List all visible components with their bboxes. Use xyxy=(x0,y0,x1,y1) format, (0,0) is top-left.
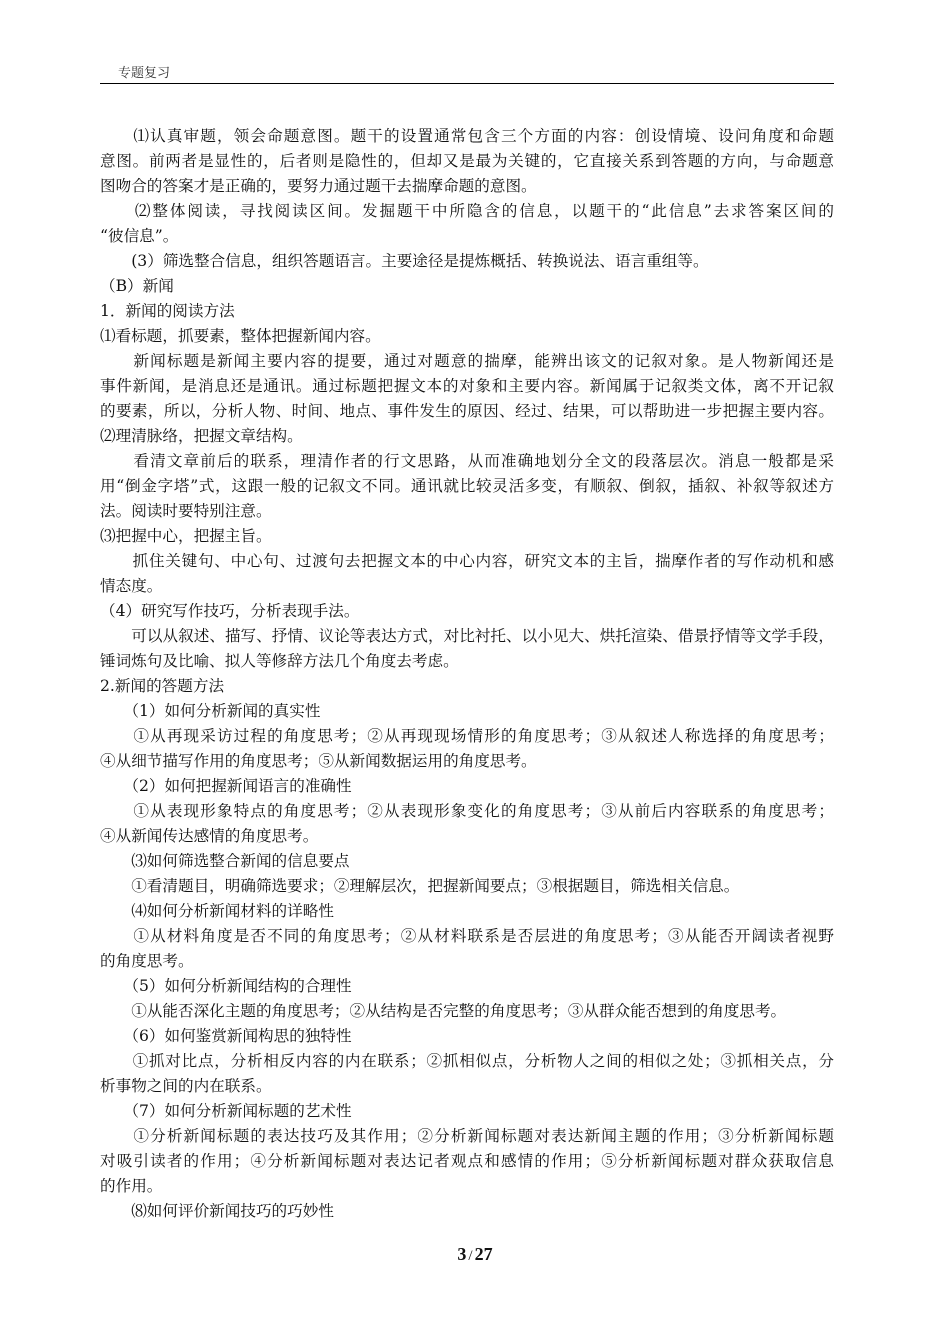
page-number xyxy=(0,1244,950,1265)
text-line: ⑴看标题，抓要素，整体把握新闻内容。 xyxy=(100,327,381,345)
text-line: ⑷如何分析新闻材料的详略性 xyxy=(100,902,334,920)
text-line: 抓住关键句、中心句、过渡句去把握文本的中心内容，研究文本的主旨，揣摩作者的写作动机和感 xyxy=(100,552,834,570)
text-line: ①从再现采访过程的角度思考；②从再现现场情形的角度思考；③从叙述人称选择的角度思考； xyxy=(100,727,834,745)
text-line: 情态度。 xyxy=(100,577,163,595)
text-line: ⑶如何筛选整合新闻的信息要点 xyxy=(100,852,350,870)
text-line: （6）如何鉴赏新闻构思的独特性 xyxy=(100,1027,352,1045)
text-line: (3）筛选整合信息，组织答题语言。主要途径是提炼概括、转换说法、语言重组等。 xyxy=(100,252,709,270)
text-line: ①从表现形象特点的角度思考；②从表现形象变化的角度思考；③从前后内容联系的角度思考； xyxy=(100,802,834,820)
text-line: ①分析新闻标题的表达技巧及其作用；②分析新闻标题对表达新闻主题的作用；③分析新闻标题 xyxy=(100,1127,834,1145)
text-line: ⑴认真审题，领会命题意图。题干的设置通常包含三个方面的内容：创设情境、设问角度和命题 xyxy=(100,127,834,145)
text-line: ①看清题目，明确筛选要求；②理解层次，把握新闻要点；③根据题目，筛选相关信息。 xyxy=(100,877,740,895)
text-line: 看清文章前后的联系，理清作者的行文思路，从而准确地划分全文的段落层次。消息一般都是采 xyxy=(100,452,834,470)
text-line: 事件新闻，是消息还是通讯。通过标题把握文本的对象和主要内容。新闻属于记叙类文体，离不开记叙 xyxy=(100,377,834,395)
text-line: ⑵整体阅读，寻找阅读区间。发掘题干中所隐含的信息，以题干的“此信息”去求答案区间的 xyxy=(100,202,834,220)
text-line: 的角度思考。 xyxy=(100,952,194,970)
text-line: 的要素，所以，分析人物、时间、地点、事件发生的原因、经过、结果，可以帮助进一步把握主要内容。 xyxy=(100,402,834,420)
text-line: （4）研究写作技巧，分析表现手法。 xyxy=(100,602,360,620)
text-line: 对吸引读者的作用；④分析新闻标题对表达记者观点和感情的作用；⑤分析新闻标题对群众获取信息 xyxy=(100,1152,834,1170)
text-line: 意图。前两者是显性的，后者则是隐性的，但却又是最为关键的，它直接关系到答题的方向，与命题意 xyxy=(100,152,834,170)
page-header-label: 专题复习 xyxy=(118,66,171,81)
text-line: ①抓对比点，分析相反内容的内在联系；②抓相似点，分析物人之间的相似之处；③抓相关点，分 xyxy=(100,1052,834,1070)
text-line: ⑻如何评价新闻技巧的巧妙性 xyxy=(100,1202,334,1220)
text-line: （1）如何分析新闻的真实性 xyxy=(100,702,321,720)
text-line: ①从能否深化主题的角度思考；②从结构是否完整的角度思考；③从群众能否想到的角度思考。 xyxy=(100,1002,787,1020)
text-line: 2.新闻的答题方法 xyxy=(100,677,225,695)
header-divider xyxy=(100,83,834,84)
text-line: 图吻合的答案才是正确的，要努力通过题干去揣摩命题的意图。 xyxy=(100,177,537,195)
document-body xyxy=(100,124,834,1224)
text-line: 用“倒金字塔”式，这跟一般的记叙文不同。通讯就比较灵活多变，有顺叙、倒叙，插叙、补叙等叙述方 xyxy=(100,477,834,495)
text-line: 新闻标题是新闻主要内容的提要，通过对题意的揣摩，能辨出该文的记叙对象。是人物新闻还是 xyxy=(100,352,834,370)
text-line: 锤词炼句及比喻、拟人等修辞方法几个角度去考虑。 xyxy=(100,652,459,670)
text-line: 可以从叙述、描写、抒情、议论等表达方式，对比衬托、以小见大、烘托渲染、借景抒情等文学手段， xyxy=(100,627,834,645)
text-line: （B）新闻 xyxy=(100,277,174,295)
text-line: （7）如何分析新闻标题的艺术性 xyxy=(100,1102,352,1120)
text-line: ①从材料角度是否不同的角度思考；②从材料联系是否层进的角度思考；③从能否开阔读者视野 xyxy=(100,927,834,945)
text-line: “彼信息”。 xyxy=(100,227,179,245)
text-line: 析事物之间的内在联系。 xyxy=(100,1077,272,1095)
text-line: ④从新闻传达感情的角度思考。 xyxy=(100,827,319,845)
text-line: ⑶把握中心，把握主旨。 xyxy=(100,527,272,545)
text-line: （2）如何把握新闻语言的准确性 xyxy=(100,777,352,795)
text-line: 的作用。 xyxy=(100,1177,163,1195)
text-line: （5）如何分析新闻结构的合理性 xyxy=(100,977,352,995)
total-pages: 27 xyxy=(474,1244,493,1264)
text-line: ④从细节描写作用的角度思考；⑤从新闻数据运用的角度思考。 xyxy=(100,752,537,770)
text-line: ⑵理清脉络，把握文章结构。 xyxy=(100,427,303,445)
current-page: 3 xyxy=(457,1244,467,1264)
text-line: 1．新闻的阅读方法 xyxy=(100,302,235,320)
page-separator: / xyxy=(468,1248,473,1264)
text-line: 法。阅读时要特别注意。 xyxy=(100,502,272,520)
